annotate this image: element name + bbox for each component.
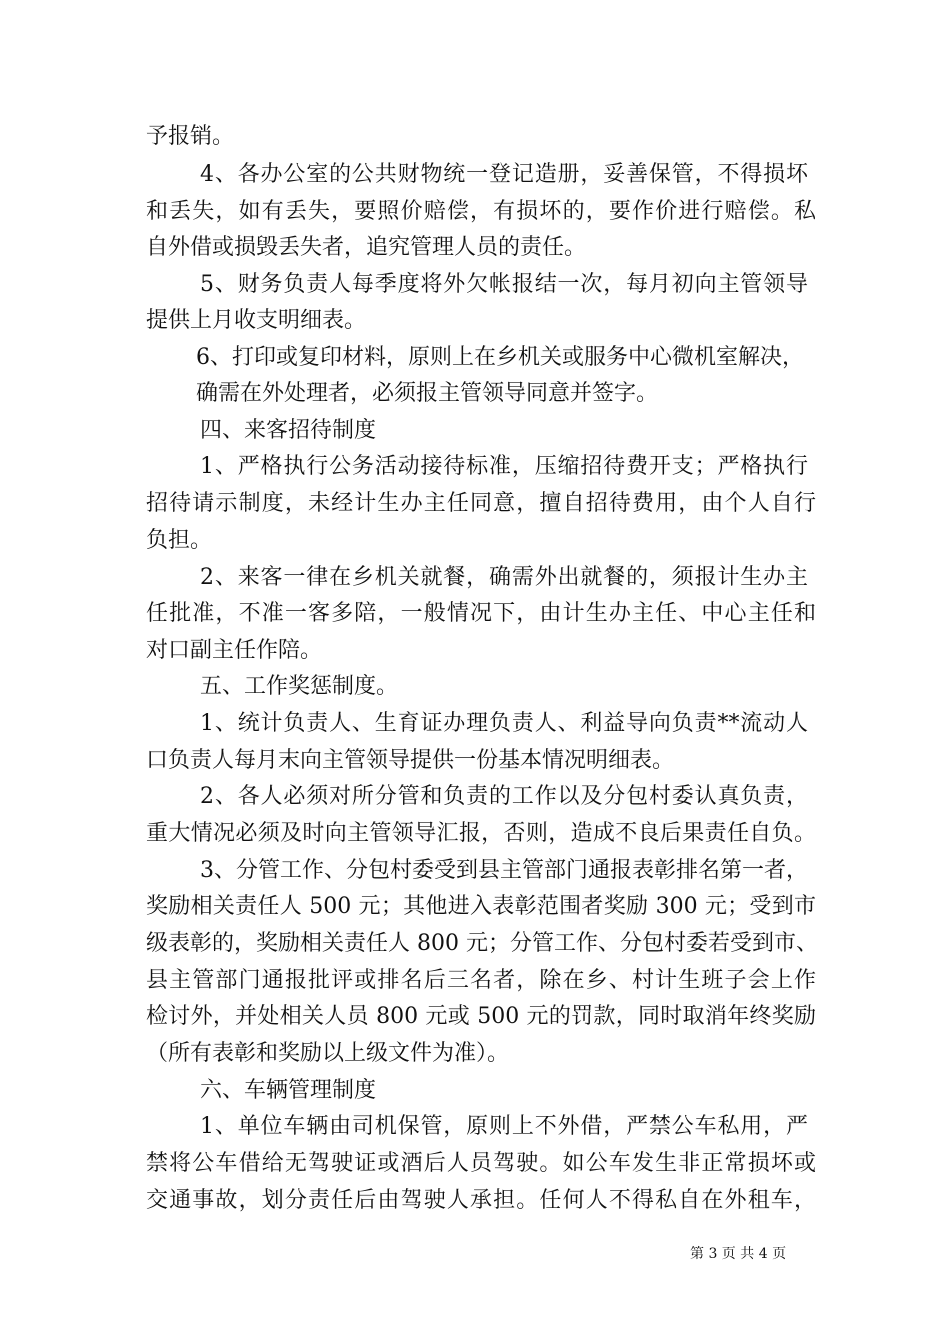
- text-line: （所有表彰和奖励以上级文件为准）。: [146, 1041, 510, 1066]
- text-line: 5、财务负责人每季度将外欠帐报结一次，每月初向主管领导: [200, 272, 808, 297]
- section-heading: 四、来客招待制度: [200, 418, 377, 443]
- text-line: 禁将公车借给无驾驶证或酒后人员驾驶。如公车发生非正常损坏或: [146, 1151, 816, 1176]
- text-line: 6、打印或复印材料，原则上在乡机关或服务中心微机室解决，: [196, 345, 804, 370]
- text-line: 予报销。: [146, 124, 235, 149]
- text-line: 任批准，不准一客多陪，一般情况下，由计生办主任、中心主任和: [146, 601, 816, 626]
- text-line: 4、各办公室的公共财物统一登记造册，妥善保管，不得损坏: [200, 162, 808, 187]
- text-line: 1、单位车辆由司机保管，原则上不外借，严禁公车私用，严: [200, 1114, 808, 1139]
- text-line: 对口副主任作陪。: [146, 638, 323, 663]
- text-line: 和丢失，如有丢失，要照价赔偿，有损坏的，要作价进行赔偿。私: [146, 199, 816, 224]
- text-line: 2、来客一律在乡机关就餐，确需外出就餐的，须报计生办主: [200, 565, 808, 590]
- text-line: 1、统计负责人、生育证办理负责人、利益导向负责**流动人: [200, 711, 808, 736]
- text-line: 1、严格执行公务活动接待标准，压缩招待费开支；严格执行: [200, 454, 808, 479]
- text-line: 确需在外处理者，必须报主管领导同意并签字。: [196, 381, 659, 406]
- section-heading: 六、车辆管理制度: [200, 1078, 377, 1103]
- text-line: 口负责人每月末向主管领导提供一份基本情况明细表。: [146, 748, 675, 773]
- text-line: 交通事故，划分责任后由驾驶人承担。任何人不得私自在外租车，: [146, 1188, 816, 1213]
- text-line: 提供上月收支明细表。: [146, 308, 367, 333]
- text-line: 自外借或损毁丢失者，追究管理人员的责任。: [146, 235, 587, 260]
- text-line: 招待请示制度，未经计生办主任同意，擅自招待费用，由个人自行: [146, 491, 816, 516]
- section-heading: 五、工作奖惩制度。: [200, 674, 399, 699]
- text-line: 重大情况必须及时向主管领导汇报，否则，造成不良后果责任自负。: [146, 821, 816, 846]
- text-line: 县主管部门通报批评或排名后三名者，除在乡、村计生班子会上作: [146, 968, 816, 993]
- text-line: 检讨外，并处相关人员 800 元或 500 元的罚款，同时取消年终奖励: [146, 1004, 816, 1029]
- text-line: 2、各人必须对所分管和负责的工作以及分包村委认真负责，: [200, 784, 808, 809]
- text-line: 负担。: [146, 528, 213, 553]
- page-number-footer: 第 3 页 共 4 页: [690, 1246, 787, 1262]
- text-line: 3、分管工作、分包村委受到县主管部门通报表彰排名第一者，: [200, 858, 808, 883]
- text-line: 奖励相关责任人 500 元；其他进入表彰范围者奖励 300 元；受到市: [146, 894, 816, 919]
- text-line: 级表彰的，奖励相关责任人 800 元；分管工作、分包村委若受到市、: [146, 931, 818, 956]
